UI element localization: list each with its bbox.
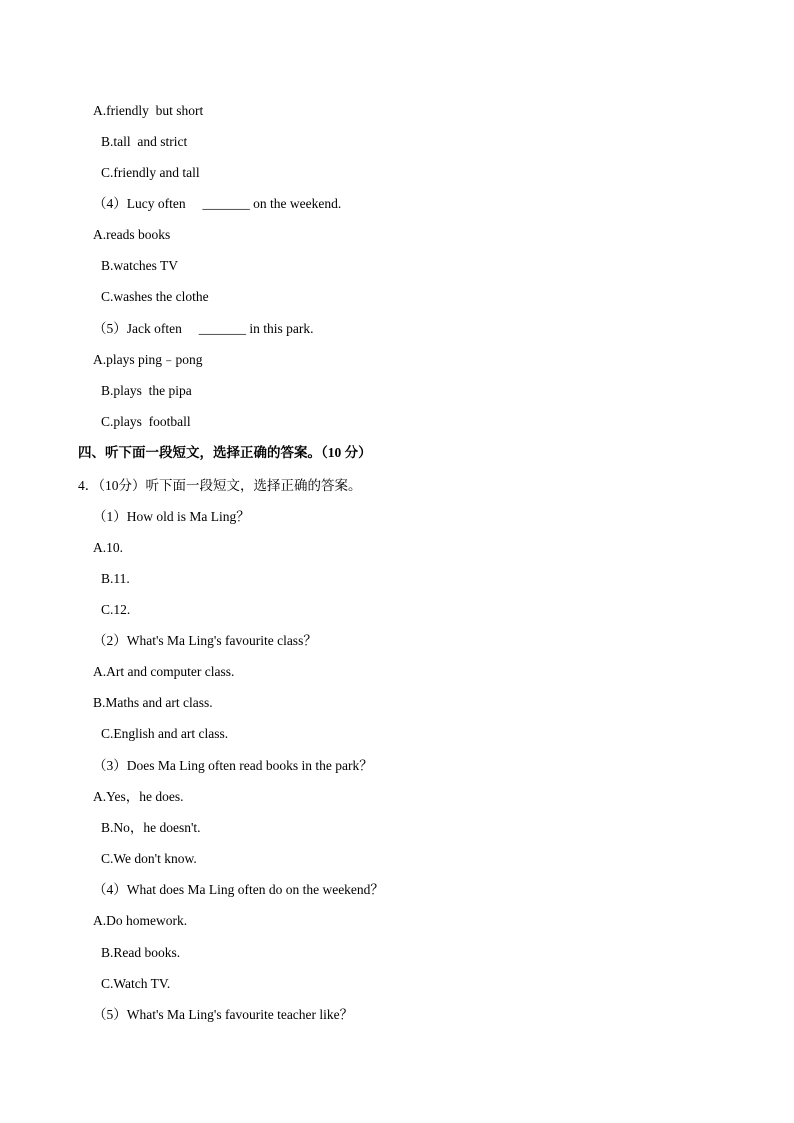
section-heading: 四、听下面一段短文，选择正确的答案。（10 分）	[78, 445, 372, 460]
option-line: A.Do homework.	[93, 913, 188, 928]
option-line: C.We don't know.	[101, 851, 197, 866]
option-line: A.Yes，he does.	[93, 789, 184, 804]
option-line: C.plays football	[101, 414, 191, 429]
option-line: B.11.	[101, 571, 130, 586]
option-line: C.friendly and tall	[101, 165, 200, 180]
option-line: C.English and art class.	[101, 726, 229, 741]
option-line: B.Read books.	[101, 945, 181, 960]
option-line: A.10.	[93, 540, 123, 555]
option-line: B.No，he doesn't.	[101, 820, 201, 835]
question-line: （5）What's Ma Ling's favourite teacher like？	[93, 1007, 354, 1022]
option-line: A.friendly but short	[93, 103, 204, 118]
option-line: C.Watch TV.	[101, 976, 171, 991]
question-title: 4．（10分）听下面一段短文，选择正确的答案。	[78, 478, 362, 493]
question-line: （5）Jack often _______ in this park.	[93, 321, 314, 336]
option-line: C.12.	[101, 602, 131, 617]
option-line: A.Art and computer class.	[93, 664, 235, 679]
question-line: （3）Does Ma Ling often read books in the park？	[93, 758, 373, 773]
option-line: B.watches TV	[101, 258, 178, 273]
question-line: （1）How old is Ma Ling？	[93, 509, 250, 524]
option-line: A.reads books	[93, 227, 171, 242]
question-line: （4）Lucy often _______ on the weekend.	[93, 196, 342, 211]
option-line: B.plays the pipa	[101, 383, 192, 398]
question-line: （2）What's Ma Ling's favourite class？	[93, 633, 317, 648]
option-line: B.tall and strict	[101, 134, 188, 149]
question-line: （4）What does Ma Ling often do on the weekend？	[93, 882, 384, 897]
option-line: B.Maths and art class.	[93, 695, 213, 710]
option-line: C.washes the clothe	[101, 289, 209, 304]
option-line: A.plays ping﹣pong	[93, 352, 203, 367]
